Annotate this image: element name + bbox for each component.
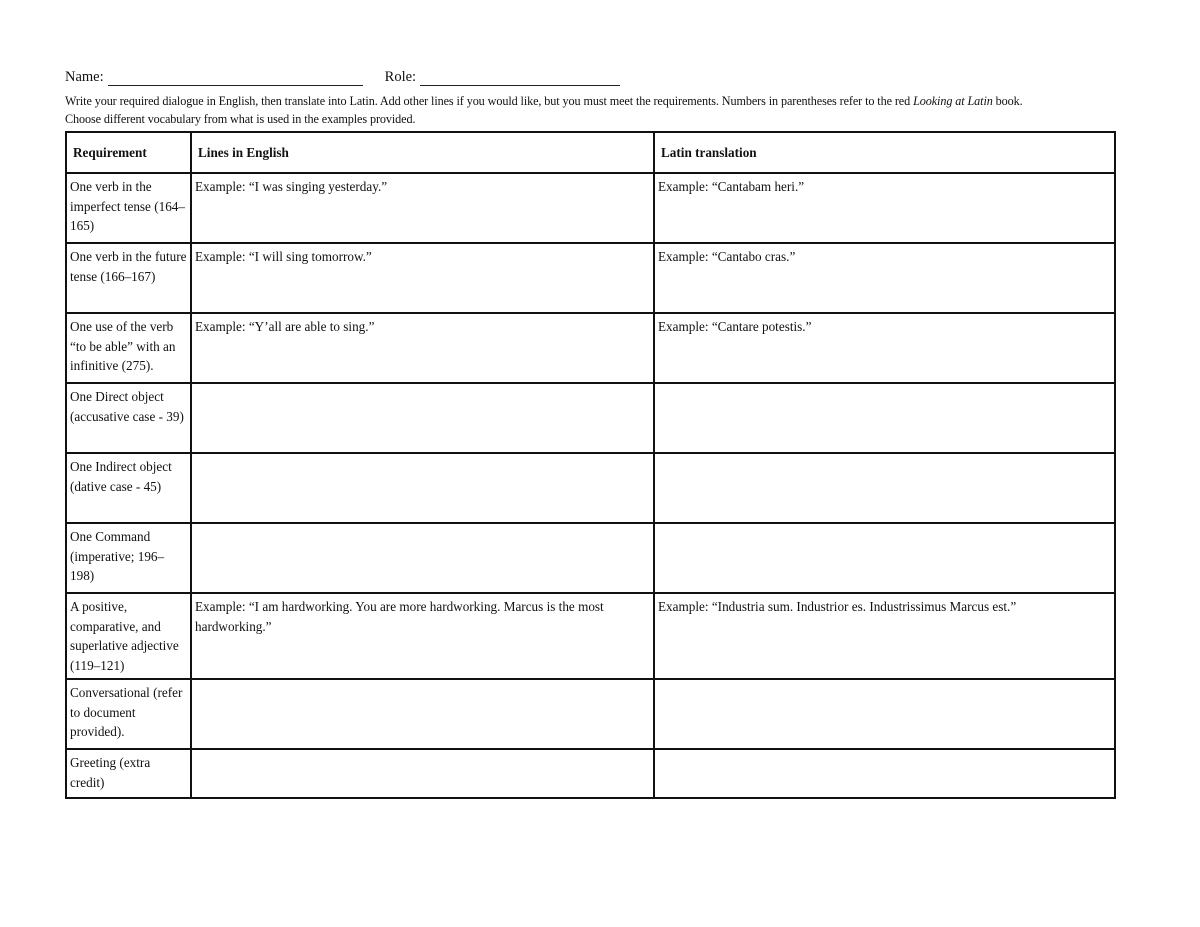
- table-row: [66, 453, 1115, 523]
- name-role-line: [65, 66, 1114, 86]
- table-row: [66, 679, 1115, 749]
- requirement-cell: Greeting (extra credit): [66, 749, 191, 798]
- name-label: Name:: [65, 69, 104, 85]
- instructions: [65, 92, 1114, 128]
- instructions-text-b: book.: [992, 94, 1023, 108]
- table-row: [66, 243, 1115, 313]
- latin-cell[interactable]: [654, 523, 1115, 593]
- table-row: [66, 749, 1115, 798]
- table-row: [66, 313, 1115, 383]
- role-blank-field[interactable]: [420, 71, 620, 86]
- english-cell[interactable]: Example: “I will sing tomorrow.”: [191, 243, 654, 313]
- english-cell[interactable]: [191, 453, 654, 523]
- instructions-line-2: Choose different vocabulary from what is used in the examples provided.: [65, 112, 416, 126]
- requirement-cell: One verb in the imperfect tense (164–165): [66, 173, 191, 243]
- requirement-cell: One Command (imperative; 196–198): [66, 523, 191, 593]
- english-cell[interactable]: [191, 523, 654, 593]
- requirement-cell: One verb in the future tense (166–167): [66, 243, 191, 313]
- latin-cell[interactable]: Example: “Industria sum. Industrior es. Industrissimus Marcus est.”: [654, 593, 1115, 679]
- latin-cell[interactable]: Example: “Cantabo cras.”: [654, 243, 1115, 313]
- header-requirement: Requirement: [66, 132, 191, 173]
- requirements-table: [65, 131, 1116, 799]
- header-latin: Latin translation: [654, 132, 1115, 173]
- table-header-row: [66, 132, 1115, 173]
- worksheet-page: [65, 66, 1114, 799]
- book-title: Looking at Latin: [913, 94, 993, 108]
- role-label: Role:: [384, 69, 417, 85]
- latin-cell[interactable]: [654, 679, 1115, 749]
- english-cell[interactable]: Example: “I am hardworking. You are more hardworking. Marcus is the most hardworking.”: [191, 593, 654, 679]
- instructions-text-a: Write your required dialogue in English, then translate into Latin. Add other lines if you would like, but you must meet the requirements. Numbers in parentheses refer to the red: [65, 94, 914, 108]
- table-row: [66, 173, 1115, 243]
- english-cell[interactable]: [191, 679, 654, 749]
- latin-cell[interactable]: [654, 453, 1115, 523]
- english-cell[interactable]: [191, 383, 654, 453]
- english-cell[interactable]: Example: “I was singing yesterday.”: [191, 173, 654, 243]
- name-blank-field[interactable]: [108, 71, 363, 86]
- requirement-cell: A positive, comparative, and superlative adjective (119–121): [66, 593, 191, 679]
- requirement-cell: One Direct object (accusative case - 39): [66, 383, 191, 453]
- header-english: Lines in English: [191, 132, 654, 173]
- latin-cell[interactable]: Example: “Cantabam heri.”: [654, 173, 1115, 243]
- instructions-line-1: [65, 92, 1114, 110]
- requirement-cell: Conversational (refer to document provided).: [66, 679, 191, 749]
- english-cell[interactable]: [191, 749, 654, 798]
- latin-cell[interactable]: [654, 749, 1115, 798]
- latin-cell[interactable]: [654, 383, 1115, 453]
- english-cell[interactable]: Example: “Y’all are able to sing.”: [191, 313, 654, 383]
- table-row: [66, 593, 1115, 679]
- requirement-cell: One use of the verb “to be able” with an infinitive (275).: [66, 313, 191, 383]
- requirement-cell: One Indirect object (dative case - 45): [66, 453, 191, 523]
- table-row: [66, 523, 1115, 593]
- latin-cell[interactable]: Example: “Cantare potestis.”: [654, 313, 1115, 383]
- table-row: [66, 383, 1115, 453]
